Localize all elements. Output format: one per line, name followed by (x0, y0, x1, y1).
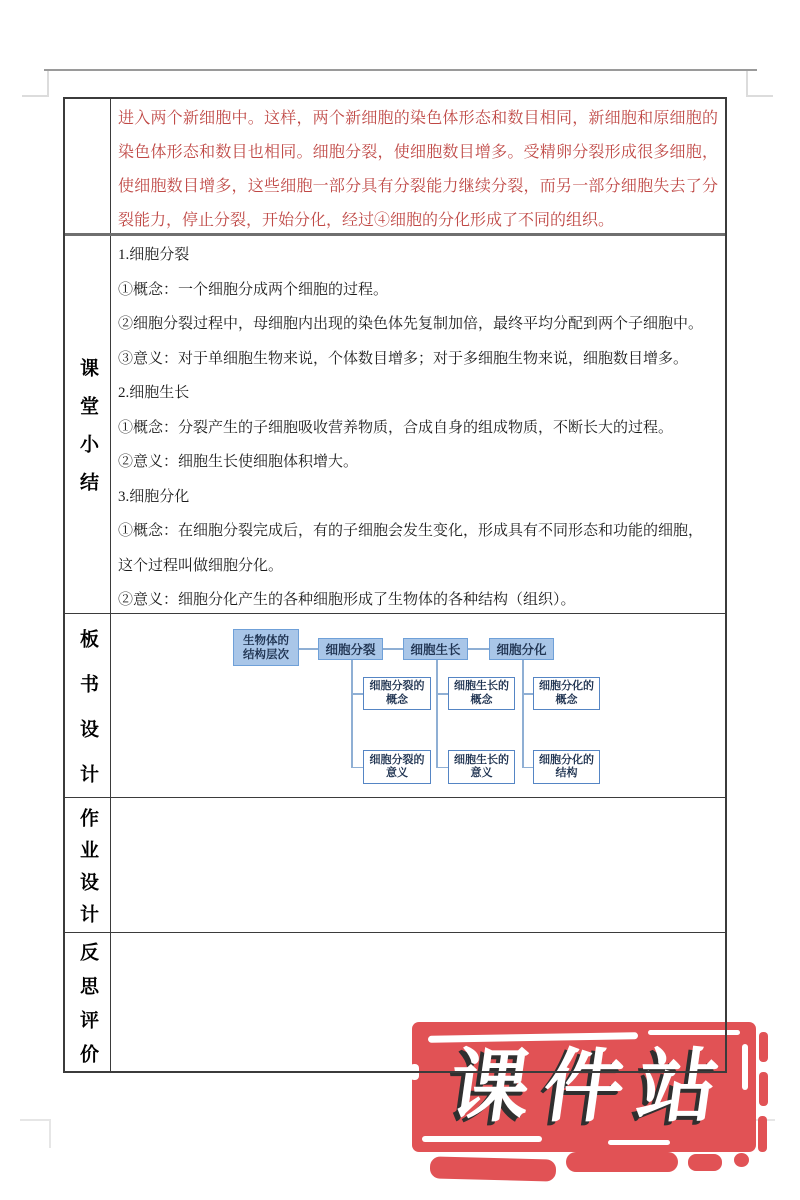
summary-line: 1.细胞分裂 (118, 247, 190, 263)
stamp-brush-mark (758, 1116, 767, 1152)
row-label-cell (65, 933, 111, 1078)
stamp-brush-mark (430, 1156, 557, 1181)
margin-corner-mark-bottom-left-v (49, 1119, 51, 1148)
row-label-reflection-evaluation: 反思评价 (77, 941, 98, 1078)
flowchart (111, 614, 725, 797)
row-label-homework-design: 作业设计 (77, 807, 98, 936)
stamp-text: 课件站 (443, 1040, 739, 1133)
row-label-board-design: 板书设计 (77, 628, 98, 809)
summary-line: ②细胞分裂过程中，母细胞内出现的染色体先复制加倍，最终平均分配到两个子细胞中。 (118, 316, 704, 332)
page-break-line (44, 69, 757, 71)
summary-line: 这个过程叫做细胞分化。 (118, 557, 284, 574)
stamp-brush-mark (688, 1154, 722, 1171)
stamp-brush-mark (734, 1153, 749, 1167)
flowchart-subbox-text: 概念 (386, 693, 408, 706)
summary-line: ①概念：分裂产生的子细胞吸收营养物质，合成自身的组成物质，不断长大的过程。 (118, 419, 674, 436)
flowchart-subbox-differentiation-structure (533, 750, 600, 784)
flowchart-subbox-text: 细胞分裂的 (369, 753, 425, 766)
page-edge-top-left-vertical (47, 71, 49, 97)
flowchart-subbox-text: 概念 (555, 693, 578, 706)
lesson-plan-table (63, 97, 727, 1078)
margin-corner-mark-bottom-left (20, 1119, 51, 1121)
row-label-cell (65, 236, 111, 613)
reflection-evaluation-content-cell (111, 933, 725, 1071)
flowchart-subbox-text: 细胞生长的 (454, 753, 509, 766)
page-edge-top-left-horizontal (22, 95, 49, 97)
summary-line: ②意义：细胞生长使细胞体积增大。 (118, 454, 359, 470)
continuation-content-cell (111, 99, 725, 233)
flowchart-subbox-text: 细胞分化的 (539, 680, 594, 692)
flowchart-connector (522, 660, 524, 768)
row-label-cell (65, 614, 111, 809)
stamp-brush-mark (759, 1032, 768, 1062)
flowchart-subbox-text: 细胞分化的 (539, 753, 594, 766)
flowchart-connector (351, 767, 363, 769)
flowchart-connector (351, 693, 363, 695)
summary-line: 3.细胞分化 (118, 488, 190, 505)
flowchart-subbox-division-concept (363, 677, 431, 710)
flowchart-box-cell-division: 细胞分裂 (318, 638, 383, 660)
page-edge-top-right-vertical (746, 71, 748, 97)
flowchart-subbox-text: 意义 (386, 767, 408, 779)
flowchart-connector (436, 693, 448, 695)
table-row-continuation (65, 99, 725, 233)
table-row-class-summary (65, 233, 725, 613)
row-label-cell-empty (65, 99, 111, 233)
flowchart-connector (522, 693, 533, 695)
flowchart-box-cell-growth: 细胞生长 (403, 638, 468, 660)
flowchart-connector (468, 648, 489, 650)
flowchart-connector (522, 767, 533, 769)
flowchart-subbox-text: 细胞分裂的 (369, 680, 425, 692)
summary-line: ②意义：细胞分化产生的各种细胞形成了生物体的各种结构（组织）。 (118, 592, 576, 608)
row-label-cell (65, 798, 111, 936)
flowchart-subbox-growth-meaning (448, 750, 515, 784)
summary-line: ①概念：一个细胞分成两个细胞的过程。 (118, 281, 389, 298)
table-row-reflection-evaluation (65, 932, 725, 1078)
flowchart-box-organism-structure (233, 629, 299, 666)
summary-line: ③意义：对于单细胞生物来说，个体数目增多；对于多细胞生物来说，细胞数目增多。 (118, 350, 689, 367)
flowchart-subbox-text: 意义 (470, 767, 493, 779)
red-notes-paragraph: 进入两个新细胞中。这样，两个新细胞的染色体形态和数目相同，新细胞和原细胞的染色体形态和数目也相同。细胞分裂，使细胞数目增多。受精卵分裂形成很多细胞，使细胞数目增多，这些细胞一部分具有分裂能力继续分裂，而另一部分细胞失去了分裂能力，停止分裂，开始分化，经过④细胞的分化形成了不同的组织。 (118, 110, 718, 229)
flowchart-subbox-division-meaning (363, 750, 431, 784)
flowchart-subbox-text: 细胞生长的 (454, 680, 509, 692)
flowchart-subbox-growth-concept (448, 677, 515, 710)
board-design-content-cell (111, 614, 725, 797)
flowchart-box-cell-differentiation: 细胞分化 (489, 638, 554, 660)
flowchart-connector (299, 648, 318, 650)
flowchart-connector (351, 660, 353, 768)
flowchart-box-text: 结构层次 (243, 648, 289, 661)
table-row-homework-design (65, 797, 725, 936)
flowchart-connector (383, 648, 403, 650)
flowchart-box-text: 生物体的 (243, 634, 289, 647)
homework-design-content-cell (111, 798, 725, 932)
stamp-brush-mark (566, 1152, 678, 1172)
stamp-brush-mark (759, 1072, 768, 1106)
flowchart-connector (436, 660, 438, 768)
row-label-class-summary: 课堂小结 (77, 358, 98, 510)
summary-line: ①概念：在细胞分裂完成后，有的子细胞会发生变化，形成具有不同形态和功能的细胞， (118, 523, 704, 539)
flowchart-subbox-text: 结构 (555, 767, 578, 779)
summary-line: 2.细胞生长 (118, 385, 190, 401)
class-summary-content-cell (111, 236, 725, 613)
flowchart-subbox-differentiation-concept (533, 677, 600, 710)
flowchart-connector (436, 767, 448, 769)
page-edge-top-right-horizontal (746, 95, 773, 97)
table-row-board-design (65, 613, 725, 809)
flowchart-subbox-text: 概念 (470, 693, 493, 706)
